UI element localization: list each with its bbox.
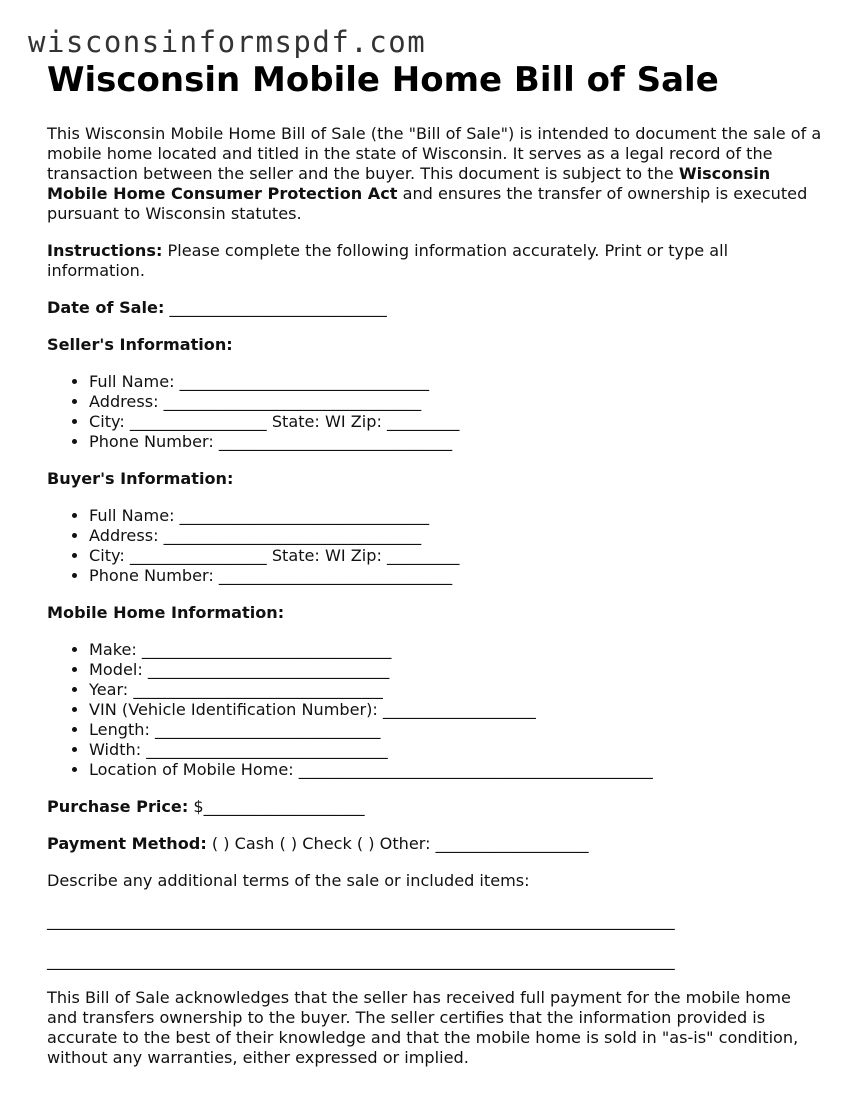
date-of-sale-label: Date of Sale: (47, 298, 165, 317)
seller-section-heading: Seller's Information: (47, 335, 233, 354)
act-name: Wisconsin Mobile Home Consumer Protection Act (47, 164, 771, 203)
model-field[interactable]: • Model: ______________________________ (89, 660, 822, 680)
intro-paragraph (47, 124, 822, 224)
payment-method-label: Payment Method: (47, 834, 207, 853)
buyer-section-heading: Buyer's Information: (47, 469, 234, 488)
length-field[interactable]: • Length: ____________________________ (89, 720, 822, 740)
vin-field[interactable]: • VIN (Vehicle Identification Number): ___________________ (89, 700, 822, 720)
buyer-city-state-zip-field[interactable]: • City: _________________ State: WI Zip: _________ (89, 546, 822, 566)
instructions-label: Instructions: (47, 241, 163, 260)
mobile-home-fields-list (47, 640, 822, 780)
intro-text-2: and ensures the transfer of ownership is executed pursuant to Wisconsin statutes. (47, 184, 808, 223)
payment-method-options[interactable]: ( ) Cash ( ) Check ( ) Other: ___________________ (206, 834, 589, 853)
purchase-price-field (47, 797, 822, 817)
instructions-text: Please complete the following information accurately. Print or type all information. (47, 241, 729, 280)
buyer-fields-list (47, 506, 822, 586)
seller-full-name-field[interactable]: • Full Name: _______________________________ (89, 372, 822, 392)
buyer-phone-field[interactable]: • Phone Number: _____________________________ (89, 566, 822, 586)
purchase-price-blank[interactable]: $____________________ (188, 797, 365, 816)
additional-terms-line-1[interactable]: ______________________________________________________________________________ (47, 911, 675, 930)
width-field[interactable]: • Width: ______________________________ (89, 740, 822, 760)
additional-terms-label: Describe any additional terms of the sale or included items: (47, 871, 530, 890)
seller-fields-list (47, 372, 822, 452)
site-watermark: wisconsinformspdf.com (28, 25, 427, 59)
buyer-address-field[interactable]: • Address: ________________________________ (89, 526, 822, 546)
purchase-price-label: Purchase Price: (47, 797, 189, 816)
buyer-full-name-field[interactable]: • Full Name: _______________________________ (89, 506, 822, 526)
document-body (47, 124, 822, 1068)
make-field[interactable]: • Make: _______________________________ (89, 640, 822, 660)
intro-text-1: This Wisconsin Mobile Home Bill of Sale (the "Bill of Sale") is intended to document the sale of a mobile home located and titled in the state of Wisconsin. It serves as a legal record of the transaction between the seller and the buyer. This document is subject to the (47, 124, 822, 183)
document-title: Wisconsin Mobile Home Bill of Sale (47, 60, 719, 100)
payment-method-field (47, 834, 822, 854)
year-field[interactable]: • Year: _______________________________ (89, 680, 822, 700)
seller-phone-field[interactable]: • Phone Number: _____________________________ (89, 432, 822, 452)
instructions-paragraph (47, 241, 822, 281)
closing-paragraph: This Bill of Sale acknowledges that the seller has received full payment for the mobile home and transfers ownership to the buyer. The seller certifies that the information provided is accurate to the best of their knowledge and that the mobile home is sold in "as-is" condition, without any warranties, either expressed or implied. (47, 988, 799, 1067)
seller-address-field[interactable]: • Address: ________________________________ (89, 392, 822, 412)
mobile-home-section-heading: Mobile Home Information: (47, 603, 285, 622)
additional-terms-line-2[interactable]: ______________________________________________________________________________ (47, 951, 675, 970)
seller-city-state-zip-field[interactable]: • City: _________________ State: WI Zip: _________ (89, 412, 822, 432)
location-field[interactable]: • Location of Mobile Home: ____________________________________________ (89, 760, 822, 780)
date-of-sale-blank[interactable]: ___________________________ (164, 298, 387, 317)
date-of-sale-field (47, 298, 822, 318)
